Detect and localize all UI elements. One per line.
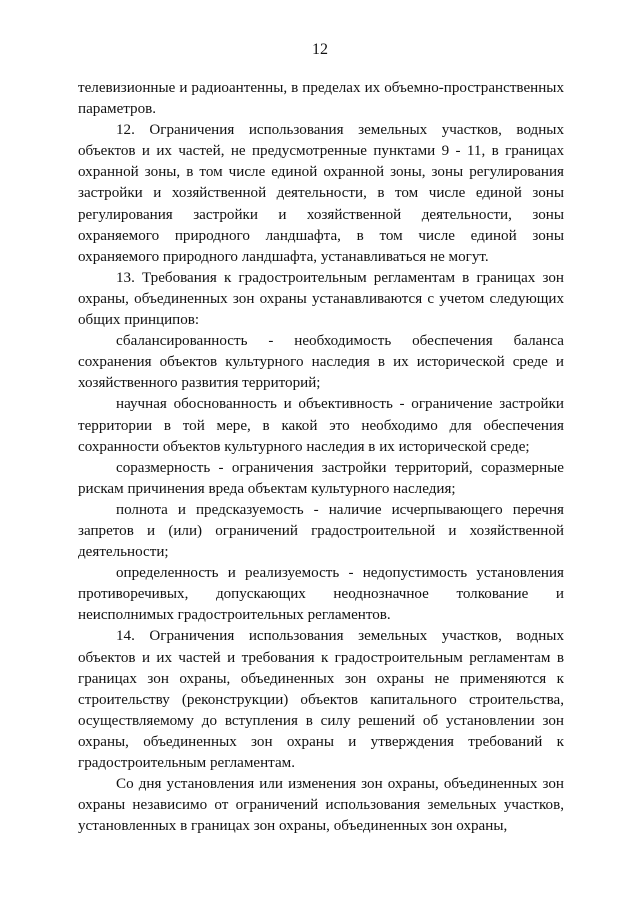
paragraph: 12. Ограничения использования земельных участков, водных объектов и их частей, не предусмотренные пунктами 9 - 11, в границах охранной зоны, в том числе единой охранной зоны, зоны регулирования застройки и хозяйственной деятельности, в том числе единой зоны регулирования застройки и хозяйственной деятельности, зоны охраняемого природного ландшафта, в том числе единой зоны охраняемого природного ландшафта, устанавливаться не могут. [78,122,564,265]
paragraph: сбалансированность - необходимость обеспечения баланса сохранения объектов культурного наследия в их исторической среде и хозяйственного развития территорий; [78,333,564,392]
document-body [78,78,564,837]
paragraph: научная обоснованность и объективность - ограничение застройки территории в той мере, в какой это необходимо для обеспечения сохранности объектов культурного наследия в их исторической среде; [78,396,564,455]
paragraph: 14. Ограничения использования земельных участков, водных объектов и их частей и требования к градостроительным регламентам в границах зон охраны, объединенных зон охраны не применяются к строительству (реконструкции) объектов капитального строительства, осуществляемому до вступления в силу решений об установлении зон охраны, объединенных зон охраны и утверждения требований к градостроительным регламентам. [78,628,564,771]
paragraph: определенность и реализуемость - недопустимость установления противоречивых, допускающих неоднозначное толкование и неисполнимых градостроительных регламентов. [78,565,564,624]
paragraph: соразмерность - ограничения застройки территорий, соразмерные рискам причинения вреда объектам культурного наследия; [78,459,564,497]
paragraph: полнота и предсказуемость - наличие исчерпывающего перечня запретов и (или) ограничений градостроительной и хозяйственной деятельности; [78,501,564,561]
paragraph: Со дня установления или изменения зон охраны, объединенных зон охраны независимо от ограничений использования земельных участков, установленных в границах зон охраны, объединенных зон охраны, [78,776,564,835]
paragraph: 13. Требования к градостроительным регламентам в границах зон охраны, объединенных зон охраны устанавливаются с учетом следующих общих принципов: [78,269,564,329]
page-number: 12 [312,41,328,58]
paragraph: телевизионные и радиоантенны, в пределах их объемно-пространственных параметров. [78,80,564,118]
